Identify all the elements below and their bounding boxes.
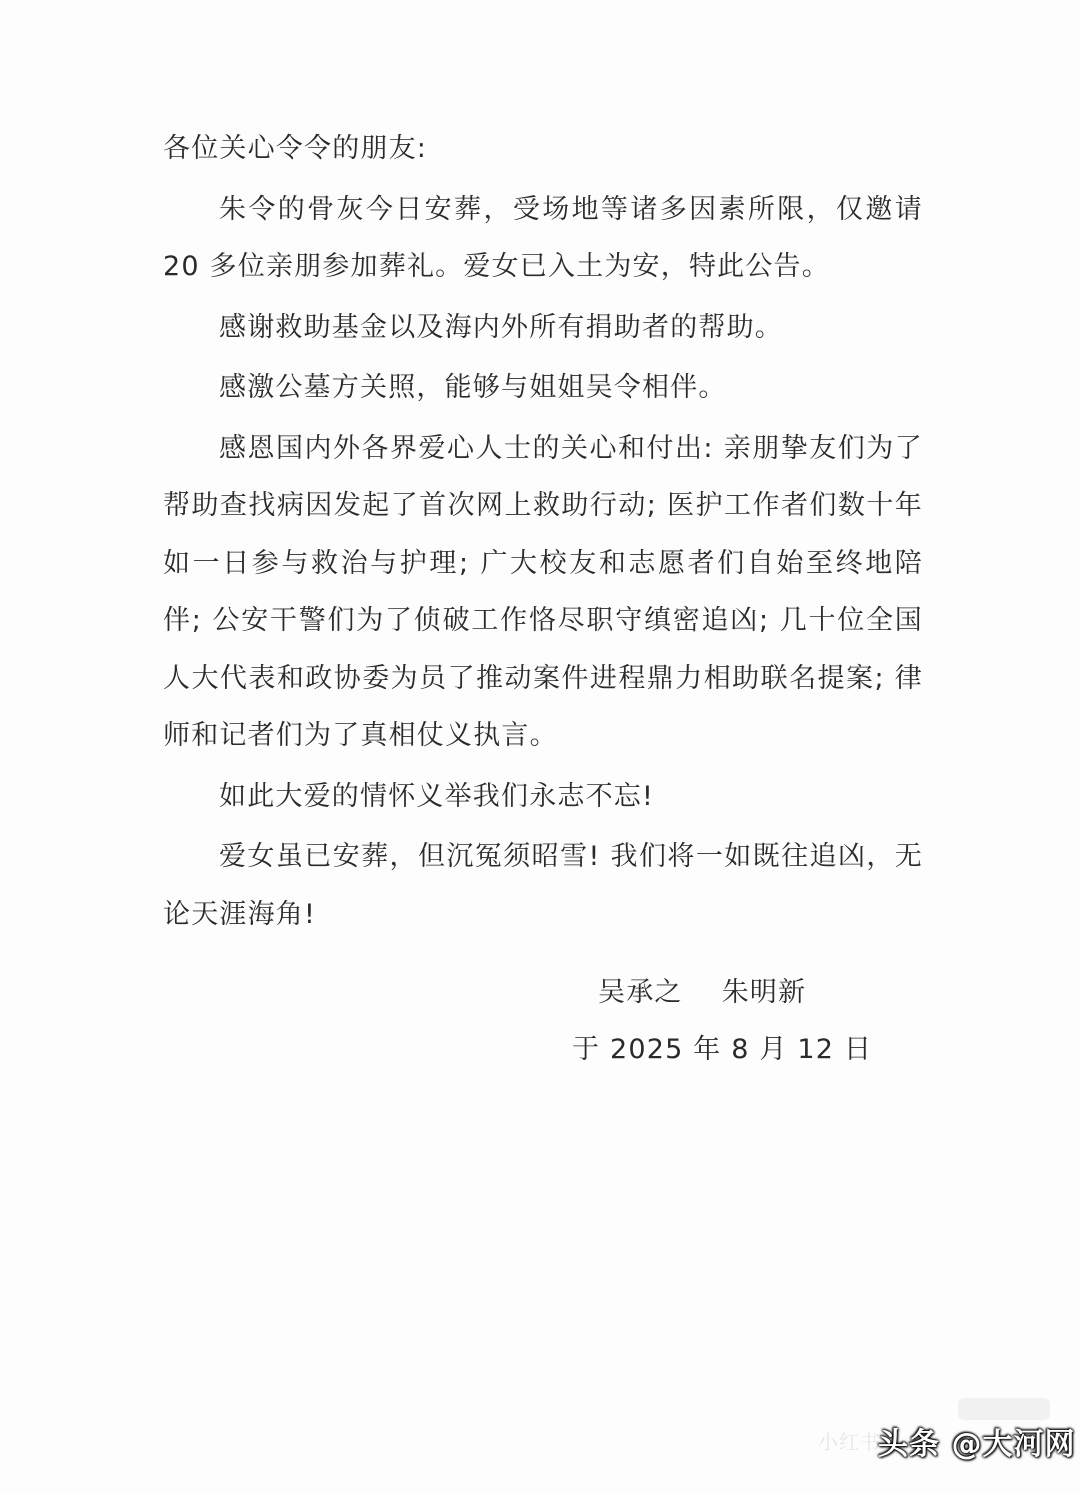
letter-greeting: 各位关心令令的朋友:	[163, 133, 428, 164]
letter-paragraph-5: 如此大爱的情怀义举我们永志不忘!	[219, 780, 655, 812]
letter-paragraph-6: 爱女虽已安葬，但沉冤须昭雪! 我们将一如既往追凶，无论天涯海角!	[163, 841, 923, 930]
letter-paragraph-1: 朱令的骨灰今日安葬，受场地等诸多因素所限，仅邀请 20 多位亲朋参加葬礼。爱女已入土为安，特此公告。	[163, 193, 923, 282]
letter-paragraph-3: 感激公墓方关照，能够与姐姐吴令相伴。	[219, 372, 727, 403]
letter-date: 于 2025 年 8 月 12 日	[572, 1034, 873, 1065]
letter-signature: 吴承之 朱明新	[598, 977, 807, 1008]
source-watermark: 头条 @大河网	[878, 1427, 1076, 1462]
faint-watermark: 小红书	[818, 1430, 881, 1454]
letter-paragraph-4: 感恩国内外各界爱心人士的关心和付出: 亲朋挚友们为了帮助查找病因发起了首次网上救助行动; 医护工作者们数十年如一日参与救治与护理; 广大校友和志愿者们自始至终地陪伴; 公安干警们为了侦破工作恪尽职守缜密追凶; 几十位全国人大代表和政协委为员了推动案件进程鼎力相助联名提案; 律师和记者们为了真相仗义执言。	[163, 432, 923, 751]
faint-watermark-badge	[958, 1398, 1050, 1420]
letter-body	[163, 120, 923, 946]
letter-paragraph-2: 感谢救助基金以及海内外所有捐助者的帮助。	[219, 311, 783, 343]
